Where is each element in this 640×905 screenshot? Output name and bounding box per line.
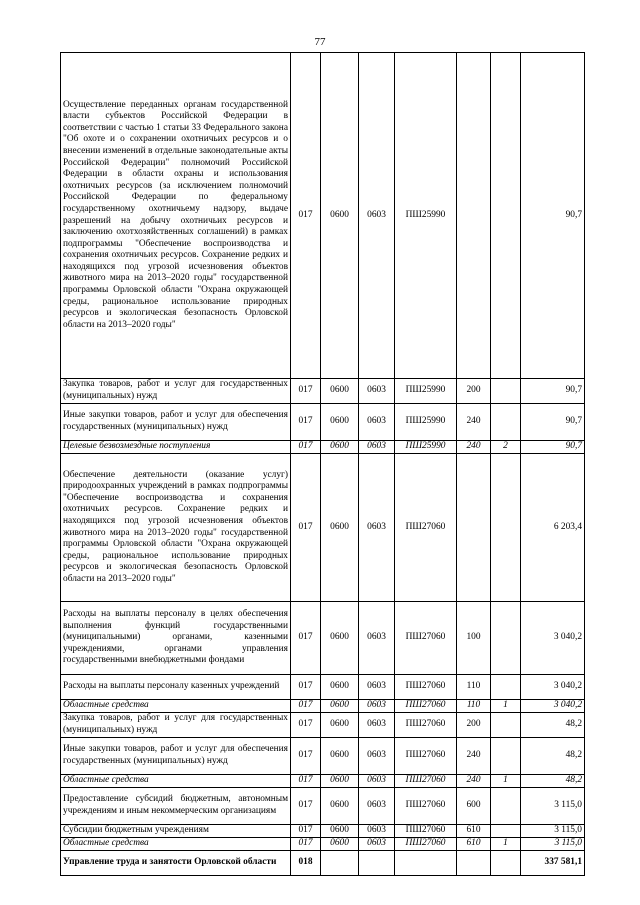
target-article-cell: ПШ27060 [395, 602, 457, 675]
target-article-cell: ПШ27060 [395, 700, 457, 713]
amount-cell: 3 115,0 [521, 838, 585, 851]
grbs-code-cell: 017 [291, 700, 321, 713]
row-name-cell: Субсидии бюджетным учреждениям [61, 825, 291, 838]
funding-source-cell [491, 454, 521, 602]
subsection-code-cell: 0603 [359, 838, 395, 851]
funding-source-cell [491, 713, 521, 738]
subsection-code-cell: 0603 [359, 825, 395, 838]
funding-source-cell: 2 [491, 441, 521, 454]
expense-type-cell: 610 [457, 825, 491, 838]
subsection-code-cell: 0603 [359, 602, 395, 675]
table-row [61, 825, 585, 838]
subsection-code-cell: 0603 [359, 700, 395, 713]
row-name-cell: Иные закупки товаров, работ и услуг для обеспечения государственных (муниципальных) нужд [61, 404, 291, 441]
table-row [61, 738, 585, 775]
amount-cell: 3 115,0 [521, 788, 585, 825]
subsection-code-cell: 0603 [359, 441, 395, 454]
grbs-code-cell: 017 [291, 825, 321, 838]
expense-type-cell [457, 454, 491, 602]
row-name-cell: Закупка товаров, работ и услуг для государственных (муниципальных) нужд [61, 379, 291, 404]
expense-type-cell: 200 [457, 379, 491, 404]
table-row [61, 379, 585, 404]
row-name-cell: Областные средства [61, 838, 291, 851]
amount-cell: 90,7 [521, 53, 585, 379]
table-row [61, 675, 585, 700]
target-article-cell: ПШ27060 [395, 788, 457, 825]
subsection-code-cell: 0603 [359, 675, 395, 700]
row-name-cell: Областные средства [61, 700, 291, 713]
grbs-code-cell: 017 [291, 53, 321, 379]
expense-type-cell: 610 [457, 838, 491, 851]
section-code-cell: 0600 [321, 700, 359, 713]
expense-type-cell: 110 [457, 675, 491, 700]
target-article-cell: ПШ27060 [395, 454, 457, 602]
subsection-code-cell: 0603 [359, 775, 395, 788]
amount-cell: 90,7 [521, 404, 585, 441]
funding-source-cell [491, 53, 521, 379]
expense-type-cell [457, 53, 491, 379]
amount-cell: 3 040,2 [521, 700, 585, 713]
target-article-cell: ПШ27060 [395, 713, 457, 738]
subsection-code-cell: 0603 [359, 738, 395, 775]
row-name-cell: Расходы на выплаты персоналу в целях обеспечения выполнения функций государственными (муниципальными) органами, казенными учреждениями, органами управления государственными внебюджетными фондами [61, 602, 291, 675]
amount-cell: 90,7 [521, 379, 585, 404]
budget-table [60, 52, 585, 876]
section-code-cell: 0600 [321, 675, 359, 700]
target-article-cell: ПШ25990 [395, 404, 457, 441]
target-article-cell [395, 851, 457, 876]
table-row [61, 454, 585, 602]
target-article-cell: ПШ25990 [395, 379, 457, 404]
row-name-cell: Целевые безвозмездные поступления [61, 441, 291, 454]
grbs-code-cell: 017 [291, 713, 321, 738]
expense-type-cell: 600 [457, 788, 491, 825]
grbs-code-cell: 017 [291, 738, 321, 775]
section-code-cell: 0600 [321, 404, 359, 441]
table-row [61, 851, 585, 876]
amount-cell: 48,2 [521, 713, 585, 738]
table-row [61, 404, 585, 441]
section-code-cell: 0600 [321, 738, 359, 775]
table-row [61, 788, 585, 825]
grbs-code-cell: 017 [291, 675, 321, 700]
funding-source-cell: 1 [491, 775, 521, 788]
expense-type-cell: 110 [457, 700, 491, 713]
table-row [61, 602, 585, 675]
section-code-cell: 0600 [321, 379, 359, 404]
section-code-cell: 0600 [321, 441, 359, 454]
section-code-cell: 0600 [321, 825, 359, 838]
table-row [61, 775, 585, 788]
subsection-code-cell: 0603 [359, 788, 395, 825]
amount-cell: 48,2 [521, 775, 585, 788]
target-article-cell: ПШ27060 [395, 825, 457, 838]
grbs-code-cell: 017 [291, 838, 321, 851]
amount-cell: 3 040,2 [521, 602, 585, 675]
amount-cell: 6 203,4 [521, 454, 585, 602]
subsection-code-cell [359, 851, 395, 876]
expense-type-cell: 240 [457, 441, 491, 454]
subsection-code-cell: 0603 [359, 53, 395, 379]
grbs-code-cell: 017 [291, 602, 321, 675]
subsection-code-cell: 0603 [359, 454, 395, 602]
target-article-cell: ПШ25990 [395, 441, 457, 454]
grbs-code-cell: 017 [291, 775, 321, 788]
row-name-cell: Управление труда и занятости Орловской области [61, 851, 291, 876]
section-code-cell: 0600 [321, 838, 359, 851]
funding-source-cell [491, 379, 521, 404]
grbs-code-cell: 018 [291, 851, 321, 876]
target-article-cell: ПШ27060 [395, 838, 457, 851]
target-article-cell: ПШ25990 [395, 53, 457, 379]
grbs-code-cell: 017 [291, 404, 321, 441]
amount-cell: 48,2 [521, 738, 585, 775]
expense-type-cell: 240 [457, 404, 491, 441]
section-code-cell: 0600 [321, 53, 359, 379]
funding-source-cell: 1 [491, 838, 521, 851]
amount-cell: 337 581,1 [521, 851, 585, 876]
table-row [61, 53, 585, 379]
row-name-cell: Закупка товаров, работ и услуг для государственных (муниципальных) нужд [61, 713, 291, 738]
table-row [61, 838, 585, 851]
section-code-cell: 0600 [321, 454, 359, 602]
table-row [61, 700, 585, 713]
funding-source-cell [491, 602, 521, 675]
row-name-cell: Осуществление переданных органам государственной власти субъектов Российской Федерации в соответствии с частью 1 статьи 33 Федерального закона "Об охоте и о сохранении охотничьих ресурсов и о внесении изменений в отдельные законодательные акты Российской Федерации" полномочий Российской Федерации в области охраны и использования охотничьих ресурсов (за исключением полномочий Российской Федерации по федеральному государственному охотничьему надзору, выдаче разрешений на добычу охотничьих ресурсов и заключению охотхозяйственных соглашений) в рамках подпрограммы "Обеспечение воспроизводства и сохранения охотничьих ресурсов. Сохранение редких и находящихся под угрозой исчезновения объектов животного мира на 2013–2020 годы" государственной программы Орловской области "Охрана окружающей среды, рациональное использование природных ресурсов и экологическая безопасность Орловской области на 2013–2020 годы" [61, 53, 291, 379]
expense-type-cell: 200 [457, 713, 491, 738]
funding-source-cell [491, 788, 521, 825]
expense-type-cell: 100 [457, 602, 491, 675]
funding-source-cell [491, 404, 521, 441]
section-code-cell [321, 851, 359, 876]
expense-type-cell: 240 [457, 775, 491, 788]
subsection-code-cell: 0603 [359, 713, 395, 738]
row-name-cell: Предоставление субсидий бюджетным, автономным учреждениям и иным некоммерческим организациям [61, 788, 291, 825]
funding-source-cell: 1 [491, 700, 521, 713]
subsection-code-cell: 0603 [359, 404, 395, 441]
section-code-cell: 0600 [321, 788, 359, 825]
row-name-cell: Расходы на выплаты персоналу казенных учреждений [61, 675, 291, 700]
section-code-cell: 0600 [321, 713, 359, 738]
funding-source-cell [491, 851, 521, 876]
amount-cell: 3 115,0 [521, 825, 585, 838]
target-article-cell: ПШ27060 [395, 775, 457, 788]
row-name-cell: Областные средства [61, 775, 291, 788]
expense-type-cell [457, 851, 491, 876]
grbs-code-cell: 017 [291, 454, 321, 602]
funding-source-cell [491, 738, 521, 775]
expense-type-cell: 240 [457, 738, 491, 775]
target-article-cell: ПШ27060 [395, 675, 457, 700]
section-code-cell: 0600 [321, 775, 359, 788]
target-article-cell: ПШ27060 [395, 738, 457, 775]
row-name-cell: Иные закупки товаров, работ и услуг для обеспечения государственных (муниципальных) нужд [61, 738, 291, 775]
funding-source-cell [491, 675, 521, 700]
grbs-code-cell: 017 [291, 441, 321, 454]
section-code-cell: 0600 [321, 602, 359, 675]
row-name-cell: Обеспечение деятельности (оказание услуг) природоохранных учреждений в рамках подпрограммы "Обеспечение воспроизводства и сохранения охотничьих ресурсов. Сохранение редких и находящихся под угрозой исчезновения объектов животного мира на 2013–2020 годы" государственной программы Орловской области "Охрана окружающей среды, рациональное использование природных ресурсов и экологическая безопасность Орловской области на 2013–2020 годы" [61, 454, 291, 602]
subsection-code-cell: 0603 [359, 379, 395, 404]
amount-cell: 90,7 [521, 441, 585, 454]
grbs-code-cell: 017 [291, 788, 321, 825]
funding-source-cell [491, 825, 521, 838]
page-number: 77 [314, 36, 326, 48]
table-row [61, 713, 585, 738]
table-row [61, 441, 585, 454]
grbs-code-cell: 017 [291, 379, 321, 404]
amount-cell: 3 040,2 [521, 675, 585, 700]
